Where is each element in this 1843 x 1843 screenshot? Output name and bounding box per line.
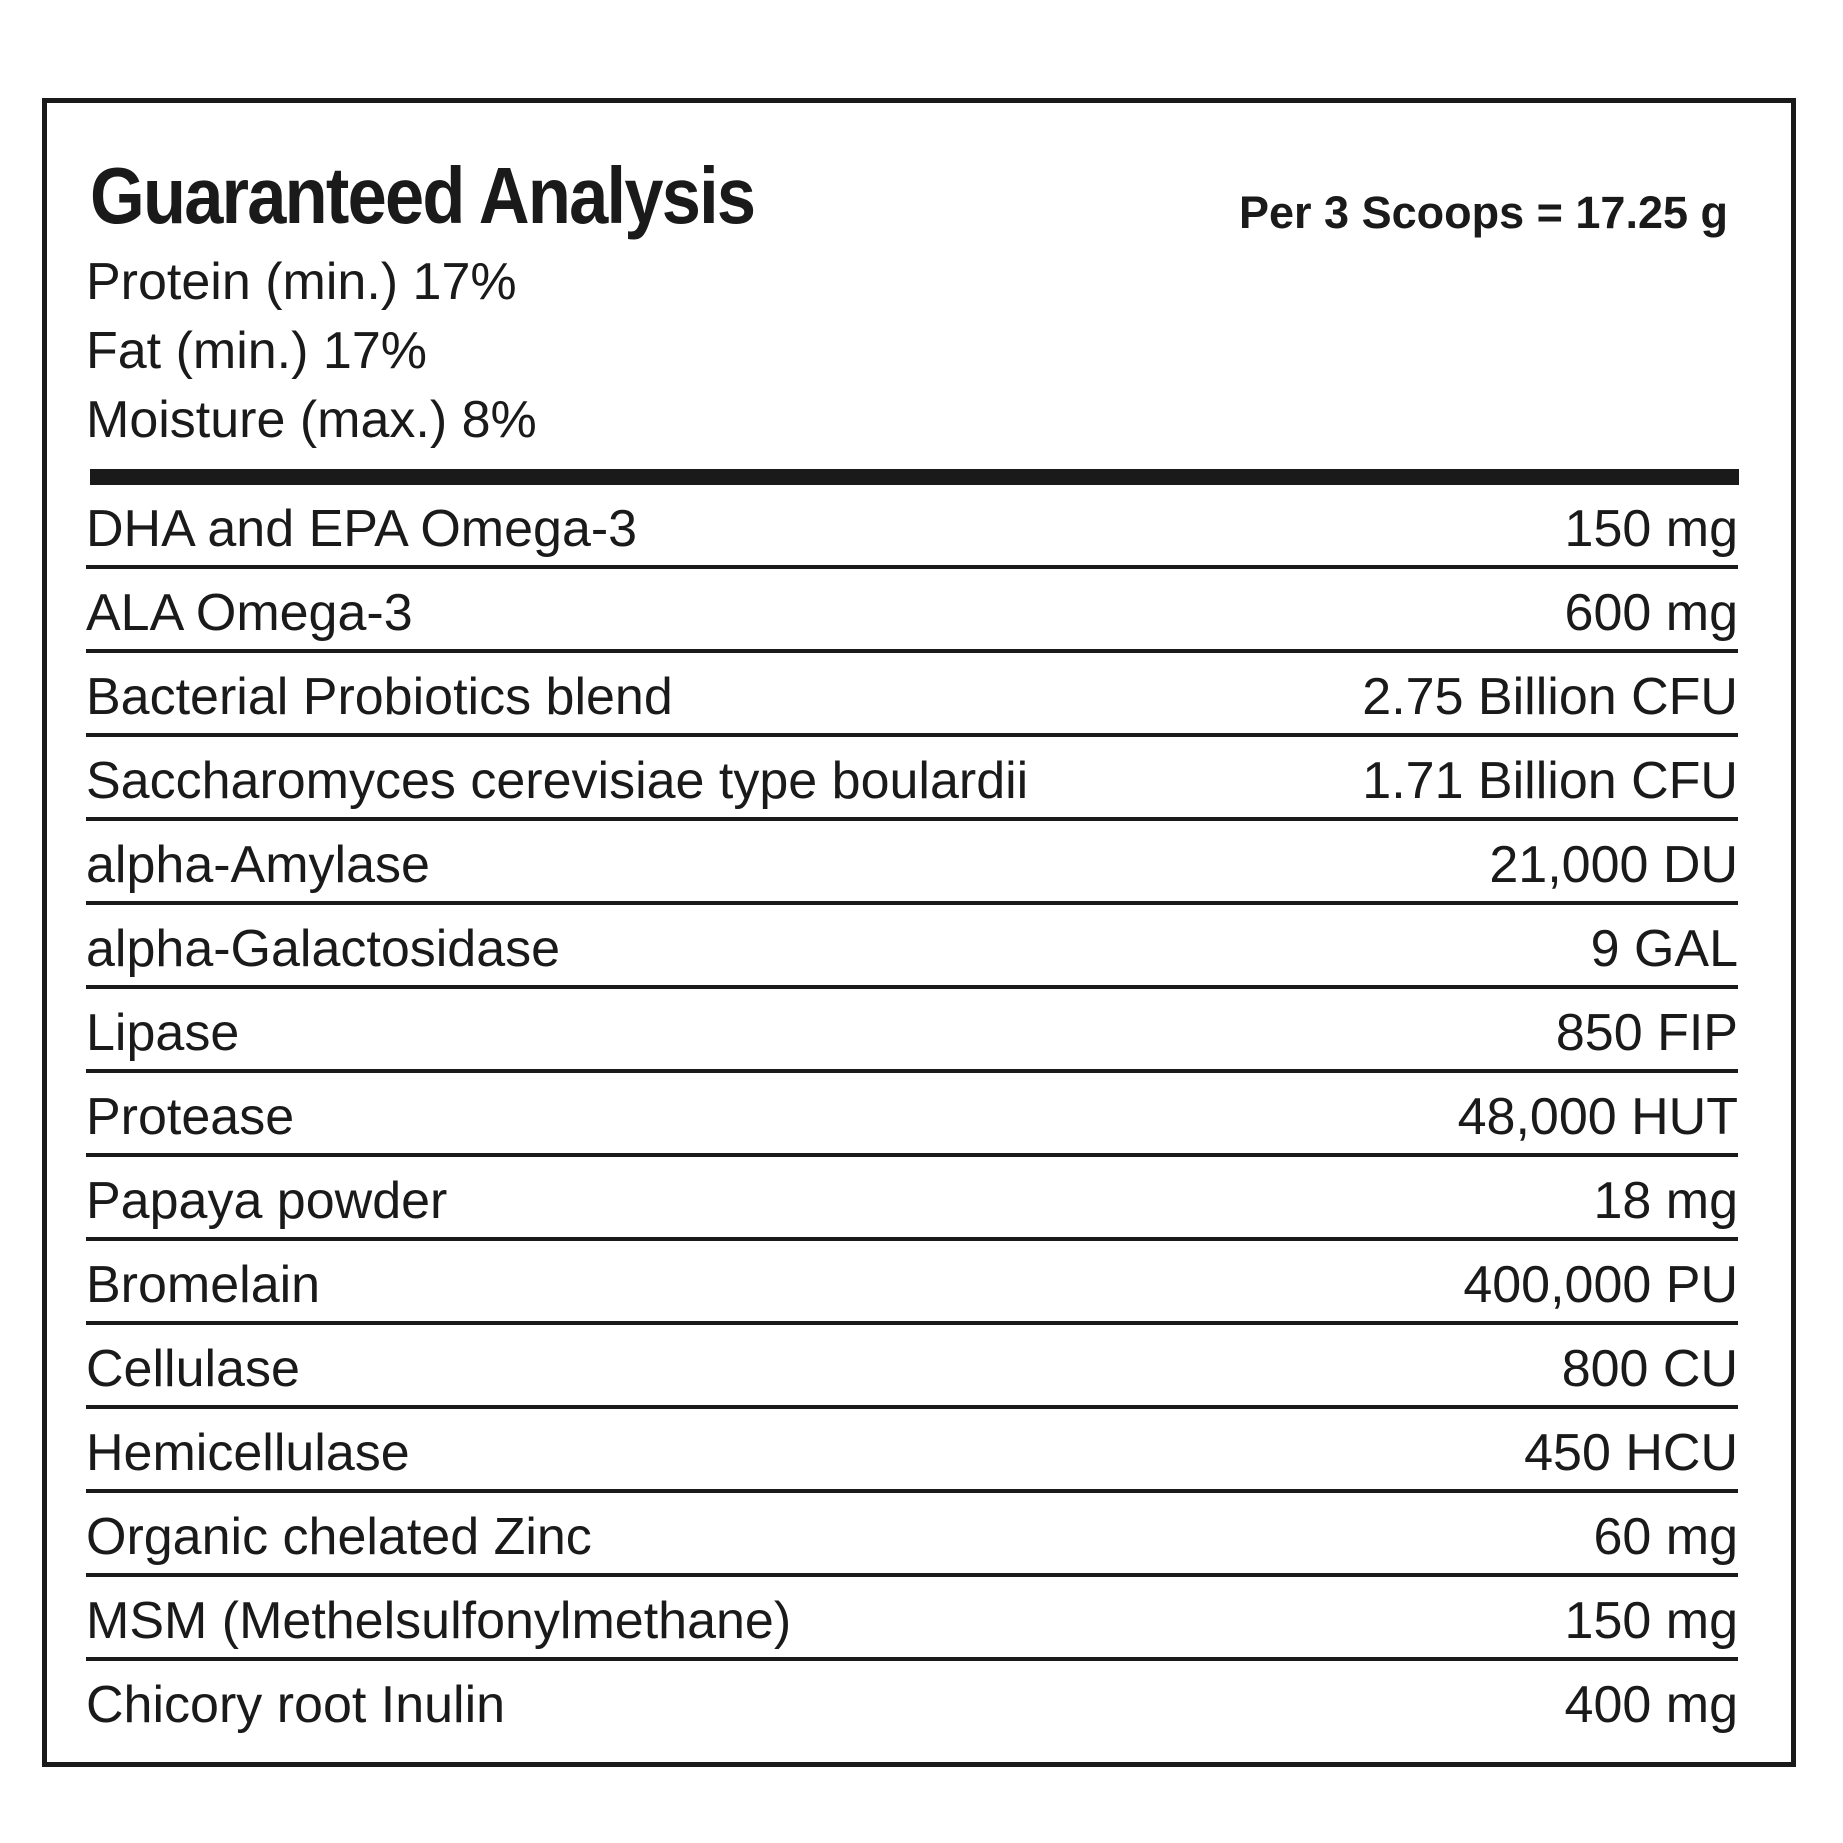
ingredient-name: Bromelain: [86, 1256, 321, 1314]
section-divider: [90, 469, 1739, 485]
label-title: Guaranteed Analysis: [90, 151, 755, 240]
ingredient-amount: 1.71 Billion CFU: [1362, 752, 1738, 810]
ingredient-amount: 150 mg: [1564, 500, 1738, 558]
ingredient-amount: 450 HCU: [1524, 1424, 1738, 1482]
ingredient-name: Saccharomyces cerevisiae type boulardii: [86, 752, 1029, 810]
ingredient-name: Organic chelated Zinc: [86, 1508, 592, 1566]
ingredient-row: [86, 737, 1738, 821]
ingredient-name: MSM (Methelsulfonylmethane): [86, 1592, 792, 1650]
ingredient-amount: 400 mg: [1564, 1676, 1738, 1734]
ingredient-name: Lipase: [86, 1004, 240, 1062]
ingredient-name: ALA Omega-3: [86, 584, 413, 642]
ingredient-amount: 9 GAL: [1590, 920, 1738, 978]
ingredient-name: Cellulase: [86, 1340, 300, 1398]
ingredient-name: Chicory root Inulin: [86, 1676, 506, 1734]
ingredient-row: [86, 1409, 1738, 1493]
ingredient-amount: 850 FIP: [1555, 1004, 1738, 1062]
ingredient-row: [86, 1493, 1738, 1577]
ingredient-name: Bacterial Probiotics blend: [86, 668, 673, 726]
ingredient-row: [86, 1241, 1738, 1325]
analysis-fat: Fat (min.) 17%: [86, 322, 427, 380]
ingredient-amount: 150 mg: [1564, 1592, 1738, 1650]
ingredient-name: Papaya powder: [86, 1172, 448, 1230]
ingredient-amount: 2.75 Billion CFU: [1362, 668, 1738, 726]
ingredient-row: [86, 1661, 1738, 1741]
ingredient-name: Hemicellulase: [86, 1424, 410, 1482]
ingredient-row: [86, 905, 1738, 989]
ingredient-amount: 48,000 HUT: [1457, 1088, 1738, 1146]
ingredient-table: [86, 485, 1738, 1741]
analysis-moisture: Moisture (max.) 8%: [86, 391, 537, 449]
serving-size: Per 3 Scoops = 17.25 g: [1238, 187, 1728, 238]
ingredient-row: [86, 821, 1738, 905]
ingredient-amount: 600 mg: [1564, 584, 1738, 642]
ingredient-row: [86, 485, 1738, 569]
ingredient-row: [86, 989, 1738, 1073]
ingredient-name: Protease: [86, 1088, 295, 1146]
analysis-protein: Protein (min.) 17%: [86, 253, 517, 311]
ingredient-row: [86, 1577, 1738, 1661]
guaranteed-analysis-list: [86, 248, 537, 455]
ingredient-amount: 400,000 PU: [1463, 1256, 1738, 1314]
ingredient-name: DHA and EPA Omega-3: [86, 500, 638, 558]
ingredient-row: [86, 1073, 1738, 1157]
ingredient-amount: 800 CU: [1561, 1340, 1738, 1398]
ingredient-amount: 18 mg: [1593, 1172, 1738, 1230]
ingredient-amount: 60 mg: [1593, 1508, 1738, 1566]
ingredient-row: [86, 1325, 1738, 1409]
ingredient-row: [86, 569, 1738, 653]
ingredient-name: alpha-Galactosidase: [86, 920, 561, 978]
ingredient-amount: 21,000 DU: [1489, 836, 1738, 894]
ingredient-row: [86, 653, 1738, 737]
ingredient-name: alpha-Amylase: [86, 836, 430, 894]
ingredient-row: [86, 1157, 1738, 1241]
